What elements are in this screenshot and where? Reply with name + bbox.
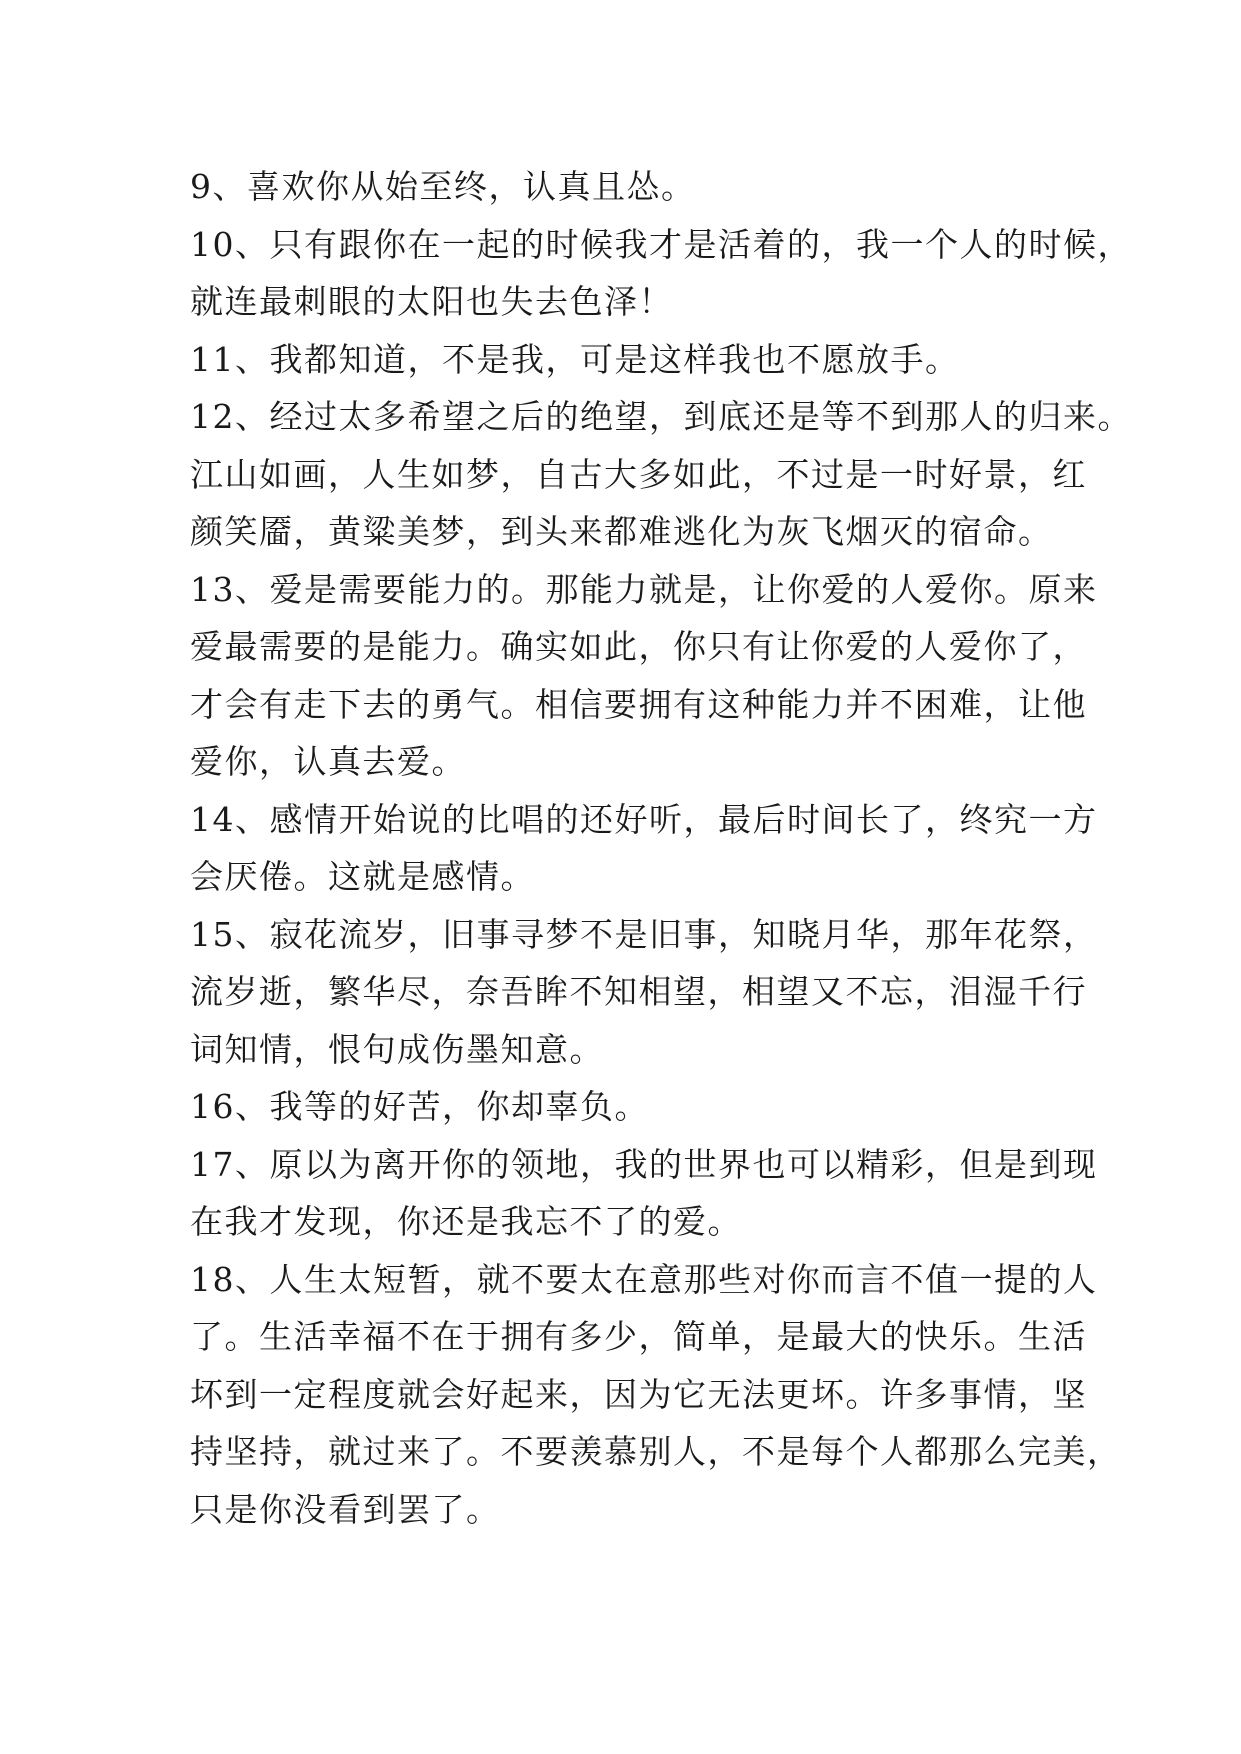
text-line: 10、只有跟你在一起的时候我才是活着的，我一个人的时候， xyxy=(190,224,1132,264)
text-line: 在我才发现，你还是我忘不了的爱。 xyxy=(190,1202,742,1241)
text-line: 16、我等的好苦，你却辜负。 xyxy=(190,1087,649,1126)
text-line: 13、爱是需要能力的。那能力就是，让你爱的人爱你。原来 xyxy=(190,569,1098,609)
text-line: 17、原以为离开你的领地，我的世界也可以精彩，但是到现 xyxy=(190,1144,1098,1184)
text-line: 只是你没看到罢了。 xyxy=(190,1489,501,1529)
text-line: 坏到一定程度就会好起来，因为它无法更坏。许多事情，坚 xyxy=(190,1374,1087,1414)
text-line: 才会有走下去的勇气。相信要拥有这种能力并不困难，让他 xyxy=(190,684,1087,724)
text-line: 了。生活幸福不在于拥有多少，简单，是最大的快乐。生活 xyxy=(190,1317,1087,1356)
text-line: 9、喜欢你从始至终，认真且怂。 xyxy=(190,167,696,206)
text-line: 词知情，恨句成伤墨知意。 xyxy=(190,1029,604,1069)
document-body xyxy=(190,158,1132,1538)
text-line: 会厌倦。这就是感情。 xyxy=(190,857,535,896)
text-line: 流岁逝，繁华尽，奈吾眸不知相望，相望又不忘，泪湿千行 xyxy=(190,972,1087,1011)
text-line: 14、感情开始说的比唱的还好听，最后时间长了，终究一方 xyxy=(190,799,1098,839)
text-line: 爱最需要的是能力。确实如此，你只有让你爱的人爱你了， xyxy=(190,627,1087,666)
text-line: 爱你，认真去爱。 xyxy=(190,742,466,781)
text-line: 18、人生太短暂，就不要太在意那些对你而言不值一提的人 xyxy=(190,1259,1098,1299)
text-line: 就连最刺眼的太阳也失去色泽！ xyxy=(190,282,673,321)
text-line: 12、经过太多希望之后的绝望，到底还是等不到那人的归来。 xyxy=(190,397,1132,436)
text-line: 颜笑靥，黄粱美梦，到头来都难逃化为灰飞烟灭的宿命。 xyxy=(190,512,1053,551)
text-line: 11、我都知道，不是我，可是这样我也不愿放手。 xyxy=(190,339,960,379)
text-line: 江山如画，人生如梦，自古大多如此，不过是一时好景，红 xyxy=(190,454,1087,494)
text-line: 持坚持，就过来了。不要羡慕别人，不是每个人都那么完美， xyxy=(190,1432,1122,1471)
text-line: 15、寂花流岁，旧事寻梦不是旧事，知晓月华，那年花祭， xyxy=(190,914,1098,954)
